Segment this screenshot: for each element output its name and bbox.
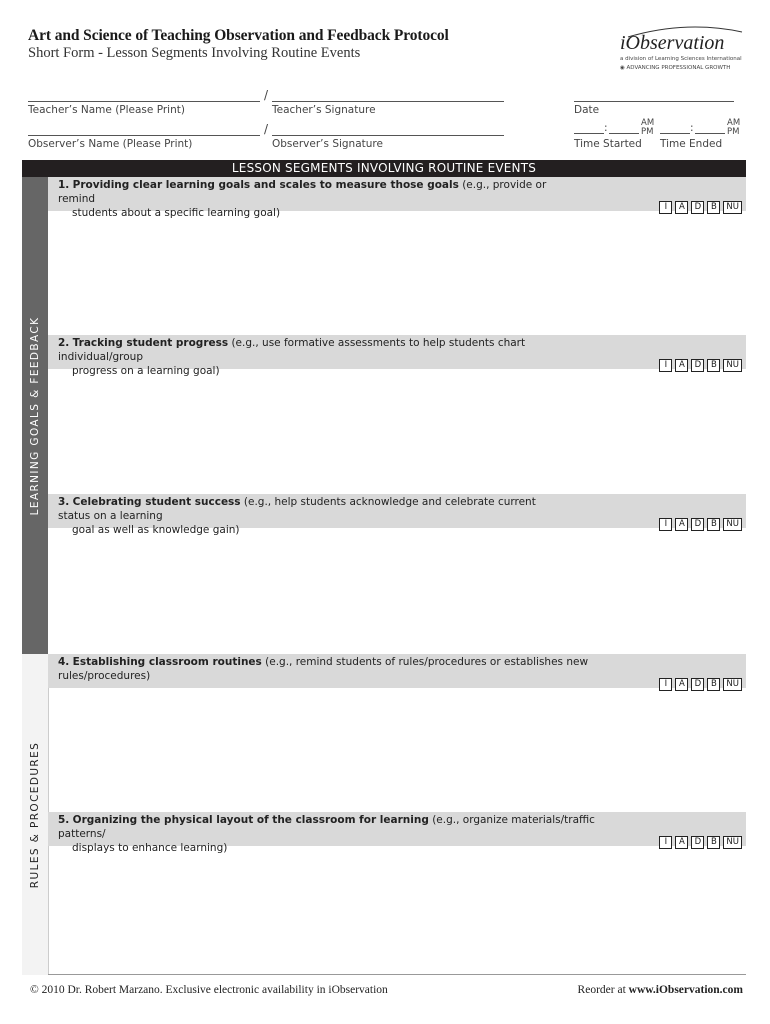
rating-nu[interactable]: NU xyxy=(723,836,742,849)
time-started-pm[interactable]: PM xyxy=(641,127,654,137)
rating-d[interactable]: D xyxy=(691,518,704,531)
date-line[interactable] xyxy=(574,101,734,102)
rating-nu[interactable]: NU xyxy=(723,359,742,372)
item-text xyxy=(58,178,558,220)
rating-b[interactable]: B xyxy=(707,201,720,214)
item-example-cont: displays to enhance learning) xyxy=(72,842,228,854)
rating-i[interactable]: I xyxy=(659,836,672,849)
item-row-3 xyxy=(48,494,746,536)
rating-b[interactable]: B xyxy=(707,518,720,531)
rating-d[interactable]: D xyxy=(691,836,704,849)
item-number: 1. xyxy=(58,179,70,191)
item-example: (e.g., organize materials/traffic patterns/ xyxy=(58,814,595,840)
rating-a[interactable]: A xyxy=(675,518,688,531)
item-number: 3. xyxy=(58,496,70,508)
item-title: Establishing classroom routines xyxy=(72,656,262,668)
rating-b[interactable]: B xyxy=(707,359,720,372)
item-title: Organizing the physical layout of the classroom for learning xyxy=(72,814,429,826)
observer-signature-label: Observer’s Signature xyxy=(272,138,383,150)
item-number: 5. xyxy=(58,814,70,826)
item-row-2 xyxy=(48,335,746,377)
table-header: LESSON SEGMENTS INVOLVING ROUTINE EVENTS xyxy=(22,160,746,177)
field-separator: / xyxy=(264,88,269,102)
time-started-minute-line[interactable] xyxy=(609,133,639,134)
item-number: 2. xyxy=(58,337,70,349)
time-ended-label: Time Ended xyxy=(660,138,723,150)
time-started-label: Time Started xyxy=(574,138,642,150)
rating-d[interactable]: D xyxy=(691,201,704,214)
section-label: RULES & PROCEDURES xyxy=(29,741,41,888)
time-ended-minute-line[interactable] xyxy=(695,133,725,134)
item-title: Celebrating student success xyxy=(72,496,241,508)
time-ended-hour-line[interactable] xyxy=(660,133,690,134)
table-bottom-rule xyxy=(48,974,746,975)
rating-d[interactable]: D xyxy=(691,678,704,691)
rating-nu[interactable]: NU xyxy=(723,678,742,691)
item-text xyxy=(58,813,618,855)
logo-word: iObservation xyxy=(620,32,725,54)
document-subtitle: Short Form - Lesson Segments Involving Routine Events xyxy=(28,45,361,61)
observer-name-label: Observer’s Name (Please Print) xyxy=(28,138,193,150)
observer-signature-line[interactable] xyxy=(272,135,504,136)
rating-i[interactable]: I xyxy=(659,359,672,372)
item-row-4 xyxy=(48,654,746,688)
copyright-footer: © 2010 Dr. Robert Marzano. Exclusive electronic availability in iObservation xyxy=(30,984,388,996)
time-ended-am[interactable]: AM xyxy=(727,118,741,128)
rating-a[interactable]: A xyxy=(675,359,688,372)
observation-table xyxy=(22,160,746,975)
item-text xyxy=(58,336,558,378)
rating-i[interactable]: I xyxy=(659,518,672,531)
section-sidebar-learning-goals xyxy=(22,177,48,654)
item-example: (e.g., help students acknowledge and celebrate current status on a learning xyxy=(58,496,536,522)
time-started-am[interactable]: AM xyxy=(641,118,655,128)
teacher-signature-line[interactable] xyxy=(272,101,504,102)
time-started-hour-line[interactable] xyxy=(574,133,604,134)
rating-codes xyxy=(656,671,742,691)
rating-codes xyxy=(656,829,742,849)
rating-i[interactable]: I xyxy=(659,201,672,214)
time-colon: : xyxy=(690,122,694,134)
rating-codes xyxy=(656,511,742,531)
rating-nu[interactable]: NU xyxy=(723,518,742,531)
rating-nu[interactable]: NU xyxy=(723,201,742,214)
item-example-cont: goal as well as knowledge gain) xyxy=(72,524,240,536)
field-separator: / xyxy=(264,122,269,136)
section-label: LEARNING GOALS & FEEDBACK xyxy=(29,316,41,515)
time-colon: : xyxy=(604,122,608,134)
iobservation-logo xyxy=(612,24,747,76)
rating-d[interactable]: D xyxy=(691,359,704,372)
teacher-name-line[interactable] xyxy=(28,101,260,102)
time-ended-pm[interactable]: PM xyxy=(727,127,740,137)
item-example: (e.g., remind students of rules/procedures or establishes new rules/procedures) xyxy=(58,656,589,682)
rating-a[interactable]: A xyxy=(675,836,688,849)
item-text xyxy=(58,495,558,537)
section-sidebar-rules xyxy=(22,654,49,975)
logo-tagline-2: ◉ ADVANCING PROFESSIONAL GROWTH xyxy=(620,65,731,71)
item-title: Providing clear learning goals and scales to measure those goals xyxy=(72,179,459,191)
reorder-prefix: Reorder at xyxy=(577,984,629,996)
item-row-5 xyxy=(48,812,746,854)
rating-b[interactable]: B xyxy=(707,678,720,691)
rating-codes xyxy=(656,352,742,372)
document-title: Art and Science of Teaching Observation and Feedback Protocol xyxy=(28,27,449,44)
reorder-link[interactable]: www.iObservation.com xyxy=(628,984,743,996)
item-example-cont: students about a specific learning goal) xyxy=(72,207,281,219)
item-example: (e.g., use formative assessments to help students chart individual/group xyxy=(58,337,526,363)
teacher-name-label: Teacher’s Name (Please Print) xyxy=(28,104,185,116)
item-number: 4. xyxy=(58,656,70,668)
rating-i[interactable]: I xyxy=(659,678,672,691)
date-label: Date xyxy=(574,104,600,116)
rating-b[interactable]: B xyxy=(707,836,720,849)
item-example-cont: progress on a learning goal) xyxy=(72,365,220,377)
logo-tagline: a division of Learning Sciences International xyxy=(620,56,742,62)
item-title: Tracking student progress xyxy=(72,337,229,349)
item-row-1 xyxy=(48,177,746,219)
reorder-footer xyxy=(578,984,743,996)
teacher-signature-label: Teacher’s Signature xyxy=(272,104,376,116)
observer-name-line[interactable] xyxy=(28,135,260,136)
rating-codes xyxy=(656,194,742,214)
item-example: (e.g., provide or remind xyxy=(58,179,547,205)
item-text xyxy=(58,655,638,683)
rating-a[interactable]: A xyxy=(675,678,688,691)
rating-a[interactable]: A xyxy=(675,201,688,214)
